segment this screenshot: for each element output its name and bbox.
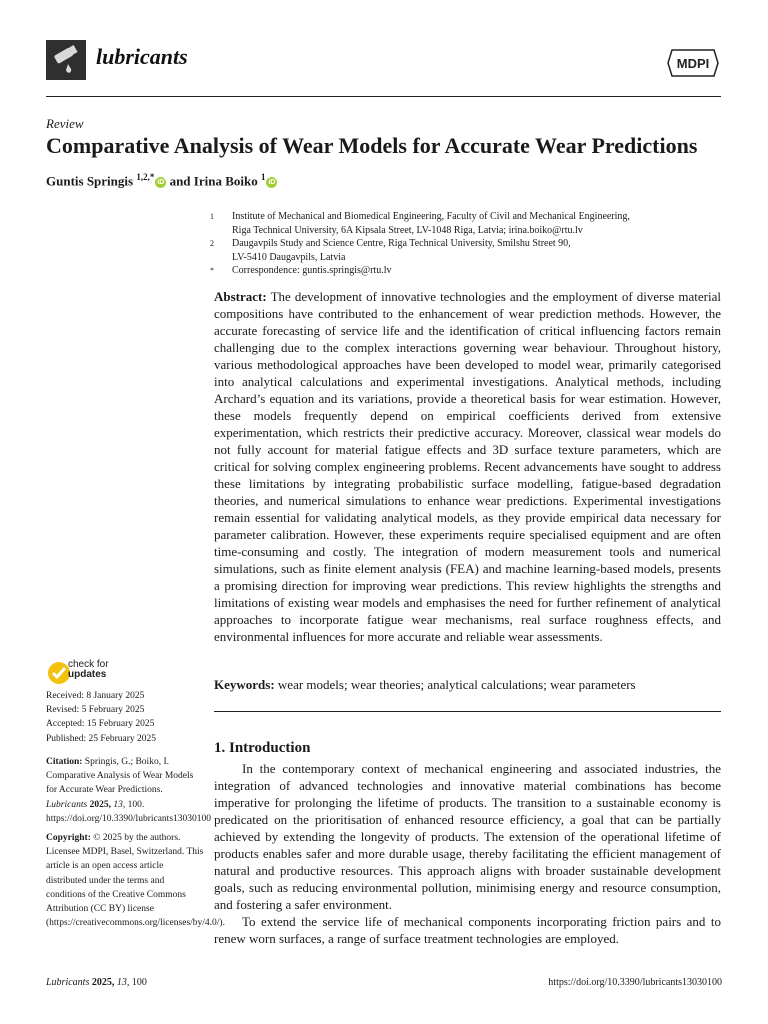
header-divider (46, 96, 721, 97)
affiliation-line: LV-5410 Daugavpils, Latvia (232, 252, 346, 263)
revised-date: Revised: 5 February 2025 (46, 705, 145, 716)
article-title: Comparative Analysis of Wear Models for Accurate Wear Predictions (46, 133, 698, 158)
keywords-text: wear models; wear theories; analytical calculations; wear parameters (277, 677, 636, 692)
updates-label: updates (68, 669, 107, 680)
article-dates (46, 689, 206, 746)
orcid-icon[interactable]: iD (268, 179, 276, 187)
author-affiliation-mark: 1 (260, 172, 266, 182)
affiliation-mark: 1 (210, 212, 214, 221)
author-list (46, 172, 277, 189)
keywords-divider (214, 711, 721, 712)
citation-volume: 13, (113, 799, 126, 810)
affiliation-line: Riga Technical University, 6A Kipsala Street, LV-1048 Riga, Latvia; irina.boiko@rtu.lv (232, 225, 583, 236)
copyright-text: © 2025 by the authors. Licensee MDPI, Basel, Switzerland. This article is an open access article distributed under the terms and conditions of the Creative Commons Attribution (CC BY) license (https://creativecommons.org/licenses/by/4.0/). (46, 833, 225, 929)
author-name: Guntis Springis (46, 173, 134, 189)
citation-year: 2025, (89, 799, 111, 810)
footer-doi[interactable]: https://doi.org/10.3390/lubricants13030100 (548, 977, 722, 988)
check-label: check for (68, 659, 109, 670)
author-affiliation-mark: 1,2,* (136, 172, 155, 182)
footer-journal: Lubricants (46, 977, 90, 988)
abstract-label: Abstract: (214, 289, 267, 304)
received-date: Received: 8 January 2025 (46, 691, 145, 701)
article-type: Review (46, 116, 84, 131)
copyright (46, 831, 225, 930)
abstract-text: The development of innovative technologies and the employment of diverse material compositions have contributed to the enhancement of wear prediction methods. However, the accurate forecasting of service life and the identification of critical influencing factors remain challenging due to the complex interactions governing wear behaviour. Throughout history, various methodological approaches have been developed to model wear, primarily categorised into analytical calculations and experimental investigations. Analytical methods, including Archard’s equation and its variations, provide a theoretical basis for wear estimation. However, these models frequently depend on empirical coefficients derived from extensive experimentation, which restricts their predictive accuracy. Moreover, classical wear models do not fully account for material fatigue effects and 3D surface texture parameters, which are critical for solving complex engineering problems. Recent advancements have sought to address these limitations by integrating probabilistic surface modelling, fatigue-based degradation theories, and numerical simulations to enhance wear predictions. Experimental investigations remain essential for validating analytical models, as they provide empirical data necessary for parameter calibration. However, these experiments require specialised equipment and are often time-consuming and costly. The integration of modern measurement tools and numerical simulations, such as finite element analysis (FEA) and machine learning-based models, presents a promising direction for improving wear predictions. This review highlights the strengths and limitations of existing wear models and emphasises the need for further refinement of analytical approaches to incorporate fatigue wear mechanisms, real surface roughness effects, and environmental influences for more accurate and reliable wear assessments. (214, 289, 721, 644)
citation (46, 755, 212, 826)
section-heading: 1. Introduction (214, 740, 311, 756)
publisher-name: MDPI (676, 56, 710, 71)
footer-citation (46, 977, 147, 988)
paragraph: In the contemporary context of mechanical engineering and associated industries, the integration of advanced technologies and innovative material combinations has become imperative for prolonging the lifetime of products. The transition to a sustainable economy is predicated on the prioritisation of enhanced resource efficiency, a goal that can be partially achieved by extending the longevity of products. The extension of the operational lifetime of products enables safer and more durable usage, thereby facilitating the efficient management of natural and productive resources. This approach aligns with broader sustainable development goals, such as reducing environmental pollution, minimising energy and resource consumption, and fostering a safer environment. (214, 761, 721, 912)
orcid-icon[interactable]: iD (157, 179, 165, 187)
paragraph: To extend the service life of mechanical components incorporating friction pairs and to renew worn surfaces, a range of surface treatment technologies are employed. (214, 914, 721, 946)
affiliation-line: Daugavpils Study and Science Centre, Riga Technical University, Smilshu Street 90, (232, 238, 571, 249)
citation-journal: Lubricants (46, 799, 88, 810)
journal-logo-icon (46, 40, 86, 80)
citation-doi[interactable]: 100. https://doi.org/10.3390/lubricants13030100 (46, 799, 212, 824)
author-conjunction: and (169, 173, 191, 189)
affiliation-line: Institute of Mechanical and Biomedical Engineering, Faculty of Civil and Mechanical Engineering, (232, 211, 630, 222)
check-for-updates-button[interactable] (46, 660, 176, 686)
author-name: Irina Boiko (193, 173, 258, 189)
introduction-body (214, 760, 721, 947)
citation-label: Citation: (46, 757, 83, 767)
abstract (214, 288, 721, 645)
affiliation-mark: * (210, 266, 214, 275)
citation-text: Springis, G.; Boiko, I. Comparative Analysis of Wear Models for Accurate Wear Predictions. (46, 757, 194, 796)
copyright-label: Copyright: (46, 833, 91, 843)
accepted-date: Accepted: 15 February 2025 (46, 719, 155, 730)
correspondence-line[interactable]: Correspondence: guntis.springis@rtu.lv (232, 265, 392, 276)
footer-year: 2025, (91, 977, 115, 988)
keywords-label: Keywords: (214, 677, 275, 692)
keywords (214, 676, 721, 693)
mdpi-logo (666, 48, 720, 78)
journal-name: lubricants (96, 44, 188, 69)
affiliation-mark: 2 (210, 239, 214, 248)
published-date: Published: 25 February 2025 (46, 733, 157, 744)
footer-page: 100 (131, 977, 147, 988)
footer-volume: 13, (116, 977, 130, 988)
